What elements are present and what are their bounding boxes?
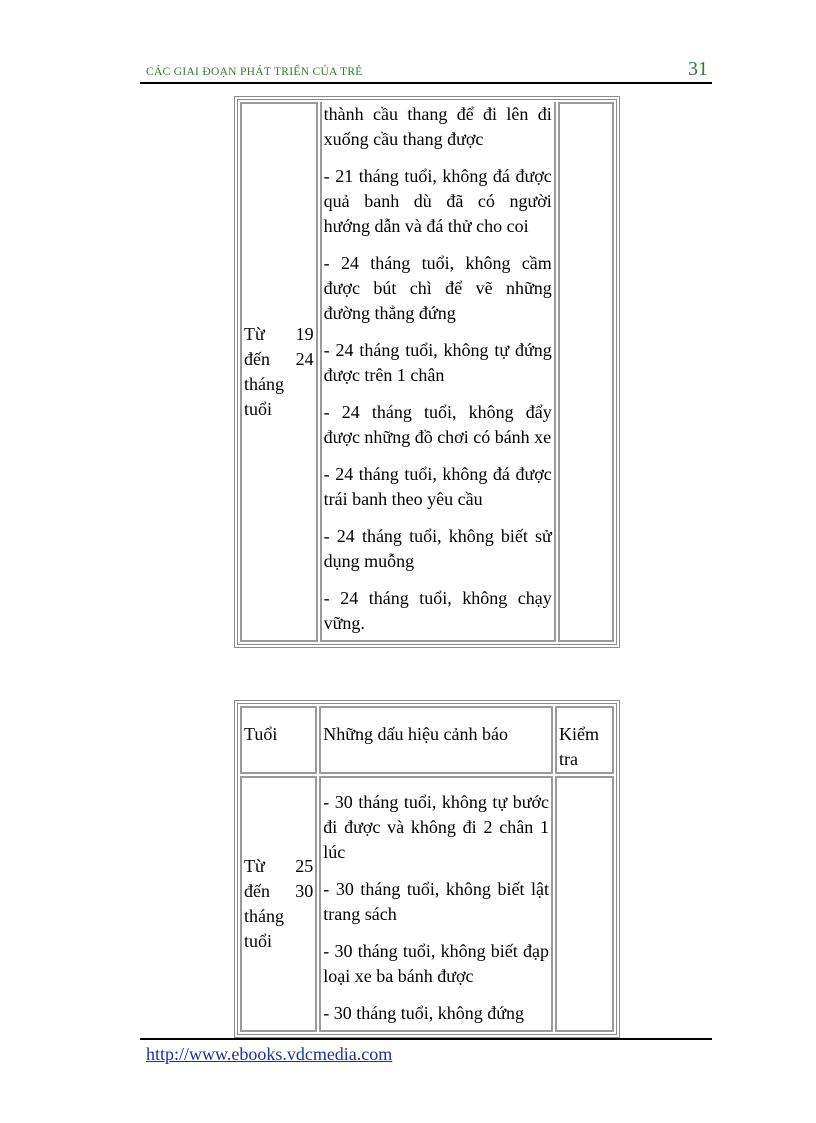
warning-signs-table: [234, 700, 620, 1038]
page-number: 31: [688, 58, 708, 80]
list-item: - 30 tháng tuổi, không biết đạp loại xe ba bánh được: [323, 941, 549, 986]
table-row: [240, 776, 614, 1032]
list-item: - 30 tháng tuổi, không đứng: [323, 1003, 525, 1023]
list-item: thành cầu thang để đi lên đi xuống cầu thang được: [323, 104, 552, 149]
check-cell: [555, 776, 614, 1032]
table-header-row: [240, 706, 614, 774]
page-header: [140, 58, 712, 84]
list-item: - 24 tháng tuổi, không đẩy được những đồ chơi có bánh xe: [323, 402, 552, 447]
list-item: - 24 tháng tuổi, không chạy vững.: [323, 588, 552, 633]
column-header-signs: Những dấu hiệu cảnh báo: [319, 706, 553, 774]
footer-rule: [140, 1038, 712, 1040]
running-title: CÁC GIAI ĐOẠN PHÁT TRIỂN CỦA TRẺ: [146, 66, 363, 78]
age-cell: Từ 25 đến 30 tháng tuổi: [240, 776, 317, 1032]
list-item: - 30 tháng tuổi, không biết lật trang sách: [323, 879, 549, 924]
list-item: - 30 tháng tuổi, không tự bước đi được và không đi 2 chân 1 lúc: [323, 792, 549, 862]
warning-signs-table-continued: [234, 96, 620, 648]
column-header-check: Kiểm tra: [555, 706, 614, 774]
list-item: - 24 tháng tuổi, không cầm được bút chì để vẽ những đường thẳng đứng: [323, 253, 552, 323]
list-item: - 24 tháng tuổi, không biết sử dụng muỗng: [323, 526, 552, 571]
list-item: - 24 tháng tuổi, không đá được trái banh theo yêu cầu: [323, 464, 552, 509]
age-cell: Từ 19 đến 24 tháng tuổi: [240, 102, 318, 642]
list-item: - 24 tháng tuổi, không tự đứng được trên 1 chân: [323, 340, 552, 385]
signs-cell: [319, 776, 553, 1032]
list-item: - 21 tháng tuổi, không đá được quả banh dù đã có người hướng dẫn và đá thử cho coi: [323, 166, 552, 236]
signs-cell: [320, 102, 556, 642]
page-footer: [140, 1038, 712, 1065]
check-cell: [558, 102, 614, 642]
header-rule: [140, 82, 712, 84]
table-row: [240, 102, 614, 642]
column-header-age: Tuổi: [240, 706, 317, 774]
website-link[interactable]: http://www.ebooks.vdcmedia.com: [146, 1044, 393, 1064]
